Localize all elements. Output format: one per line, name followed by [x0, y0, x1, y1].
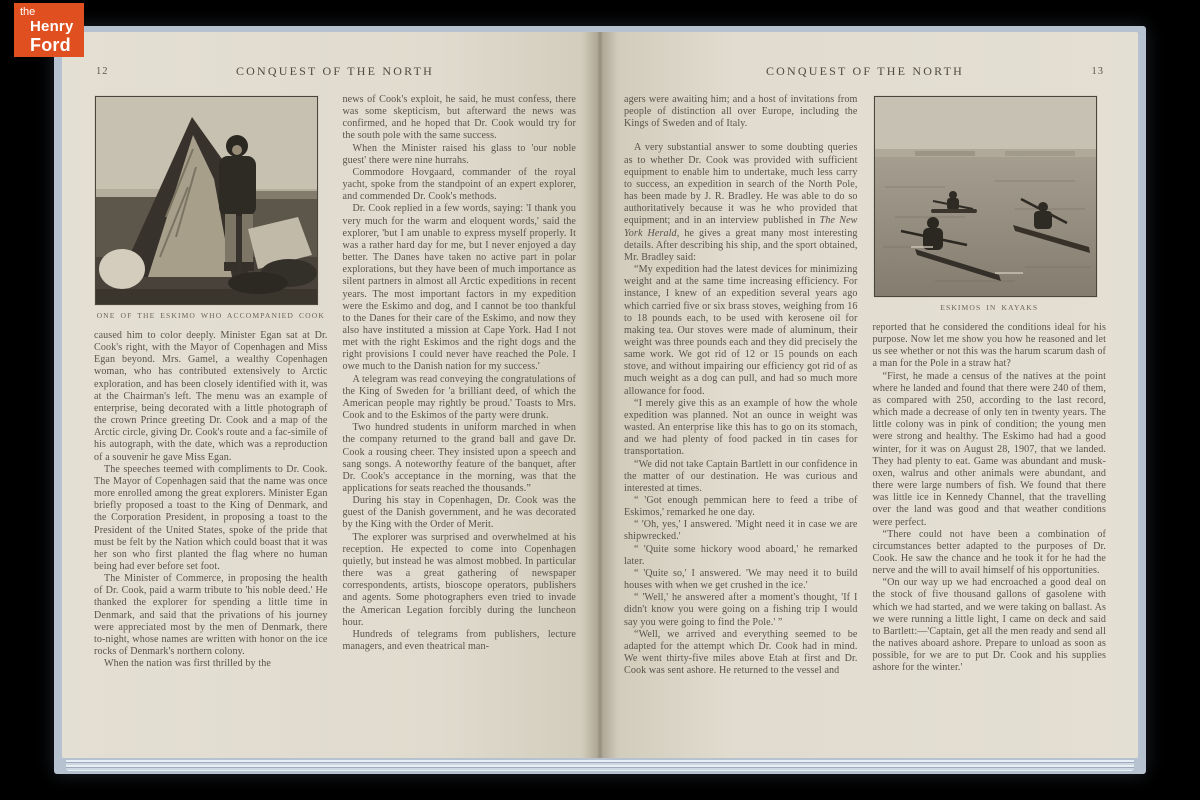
paragraph: “Well, we arrived and everything seemed to be adapted for the attempt which Dr. Cook had in mind. We went thirty-five miles above Etah at first and Dr. Cook was sent ashore. He returned to the vessel and: [624, 628, 858, 677]
paragraph: When the Minister raised his glass to 'our noble guest' there were nine hurrahs.: [342, 142, 576, 166]
paragraph: When the nation was first thrilled by the: [104, 658, 271, 670]
paragraph: “ 'Oh, yes,' I answered. 'Might need it in case we are shipwrecked.': [624, 519, 858, 543]
paragraph: reported that he considered the conditions ideal for his purpose. Now let me show you how he reasoned and let us see whether or not this was the harum scarum dash of a man for the Pole in a straw hat?: [872, 322, 1106, 370]
paragraph: news of Cook's exploit, he said, he must confess, there was some skepticism, but afterward the news was confirmed, and he hoped that Dr. Cook would try for the south pole with the same success.: [342, 94, 576, 142]
paragraph: “There could not have been a combination of circumstances better adapted to the purposes of Dr. Cook. He saw the chance and he took it for he had the nerve and the will to avail himself of his opportunities.: [872, 528, 1106, 577]
paragraph: Commodore Hovgaard, commander of the royal yacht, spoke from the standpoint of an expert explorer, and commended Dr. Cook's methods.: [342, 166, 576, 203]
right-page-column-2: [873, 94, 1107, 677]
paragraph: “I merely give this as an example of how the whole expedition was planned. Not an ounce in weight was wasted. An enterprise like this has to go on its stomach, and we had plenty of food packed in tin cases for transportation.: [624, 397, 858, 458]
right-photo-caption: ESKIMOS IN KAYAKS: [940, 303, 1039, 312]
logo-text-henry: Henry: [30, 18, 74, 35]
right-page: [600, 32, 1138, 758]
paragraph: “ 'Well,' he answered after a moment's thought, 'If I didn't know you were going on a fishing trip I would say you were going to find the Pole.' ”: [624, 592, 858, 628]
paragraph: “On our way up we had encroached a good deal on the stock of five thousand gallons of gasolene with which we had started, and we were taking on ballast. As we were running a little light, I came on deck and said to Bartlett:—'Captain, get all the men ready and send all the natives aboard ashore. Prepare to unload as soon as possible, for we are to put Dr. Cook and his supplies ashore for the winter.': [872, 577, 1106, 674]
paragraph: During his stay in Copenhagen, Dr. Cook was the guest of the Danish government, and he was decorated by the King with the Order of Merit.: [342, 495, 576, 531]
paragraph-text: A very substantial answer to some doubting queries as to whether Dr. Cook was provided with sufficient equipment to enable him to undertake, much less carry to success, an expedition in search of the North Pole, has been made by J. R. Bradley. He was able to do so authoritatively because it was he who provided that equipment; and in an interview published in: [624, 142, 858, 227]
paragraph: agers were awaiting him; and a host of invitations from people of distinction all over Europe, including the Kings of Sweden and of Italy.: [624, 94, 858, 130]
left-page-column-2: [343, 94, 577, 670]
eskimo-photo-illustration: [95, 96, 318, 305]
paragraph: caused him to color deeply. Minister Egan sat at Dr. Cook's right, with the Mayor of Copenhagen and Miss Egan beyond. Mrs. Gamel, a wealthy Copenhagen woman, who has contributed extensively to Arctic exploration, and has been closely identified with it, was at the Chairman's left. The menu was an example of enterprise, being decorated with a little photograph of the crown Prince greeting Dr. Cook and a map of the Arctic circle, giving Dr. Cook's route and a fac-simile of his autograph, with the date, which was a reproduction of a souvenir he gave Miss Egan.: [94, 330, 328, 463]
paragraph: The Minister of Commerce, in proposing the health of Dr. Cook, paid a warm tribute to 'his noble deed.' He thanked the explorer for spending a little time in Denmark, and said that the privations of his journey were appreciated most by the men of Denmark, there to-night, whose names are written with honor on the ice rocks of Denmark's northern colony.: [94, 573, 328, 658]
left-page: [62, 32, 600, 758]
page-title-left: CONQUEST OF THE NORTH: [235, 64, 435, 78]
page-edges: [66, 760, 1134, 771]
right-page-column-1: [624, 94, 858, 677]
kayaks-photo: [874, 96, 1106, 297]
paragraph: “ 'Quite so,' I answered. 'We may need it to build houses with when we get crushed in the ice.': [624, 567, 858, 592]
paragraph: “We did not take Captain Bartlett in our confidence in the matter of our destination. He was curious and interested at times.: [624, 458, 858, 494]
paragraph: “ 'Quite some hickory wood aboard,' he remarked later.: [624, 543, 858, 567]
logo-text-the: the: [20, 6, 36, 18]
page-number-right: 13: [1091, 66, 1104, 77]
paragraph: “ 'Got enough pemmican here to feed a tribe of Eskimos,' remarked he one day.: [624, 495, 858, 519]
paragraph-text: , he gives a great many most interesting details. After describing his ship, and the sport obtained, Mr. Bradley said:: [624, 227, 858, 263]
logo-text-ford: Ford: [30, 35, 71, 55]
paragraph: “My expedition had the latest devices for minimizing weight and at the same time increasing efficiency. For instance, I knew of an expedition several years ago which carried five or six brass stoves, weighing from 16 to 18 pounds each, to be used with kerosene oil for making tea. Our stoves were made of aluminum, their weight was three pounds each and they did precisely the same work. We got rid of 12 or 15 pounds on each stove, and without impairing our efficiency got rid of as much weight as a dog can pull, and had so much more allowance for food.: [624, 264, 858, 397]
paragraph: A telegram was read conveying the congratulations of the King of Sweden for 'a brilliant deed, of which the American people may rightly be proud.' Toasts to Mrs. Cook and to the Eskimos of the party were drunk.: [342, 373, 576, 422]
paragraph: The speeches teemed with compliments to Dr. Cook. The Mayor of Copenhagen said that the name was once more enrolled among the great explorers. Minister Egan briefly proposed a toast to the King of Denmark, and the Corporation President, in proposing a toast to the President of the United States, spoke of the pride that must be felt by the Nation which could boast that it was her son who first planted the flag where no human being had ever before set foot.: [94, 463, 328, 572]
left-photo-caption: ONE OF THE ESKIMO WHO ACCOMPANIED COOK: [96, 311, 325, 320]
paragraph: Dr. Cook replied in a few words, saying: 'I thank you very much for the warm and eloquent words,' said the explorer, 'but I am unable to express myself properly. It was a rather hard day for me, but I never enjoyed a day better. The Danes have taken no active part in polar explorations, but they have been of much importance as silent partners in almost all Arctic expeditions in recent years. The most important factors in my expedition were the Eskimo and dog, and I cannot be too thankful to the Danes for their care of the Eskimo, and now they also have instituted a mission at Cape York. Had I not met with the right Eskimos and the right dogs and the right provisions I could never have reached the Pole. I owe much to the Danish nation for my success.': [342, 203, 576, 373]
paragraph: Two hundred students in uniform marched in when the company returned to the grand ball and gave Dr. Cook a rousing cheer. They insisted upon a speech and sang songs. A noteworthy feature of the banquet, after Dr. Cook's acceptance in the morning, was that the applications for seats reached the thousands.”: [342, 422, 576, 494]
paragraph: “First, he made a census of the natives at the point where he landed and found that there were 240 of them, as compared with 250, according to the last record, which made a decrease of only ten in twenty years. The little colony was in pink of condition; the young men were strong and healthy. The Eskimo had had a good winter, for it was on August 28, 1907, that we landed. They had plenty to eat. Game was abundant and musk-oxen, walrus and other animals were abundant, and there were large numbers of fish. We found that there was little ice in Kennedy Channel, that the travelling over the land was good and that weather conditions were perfect.: [872, 370, 1106, 528]
paragraph: The explorer was surprised and overwhelmed at his reception. He expected to come into Copenhagen quietly, but instead he was almost mobbed. In particular there was a great gathering of newspaper correspondents, artists, bioscope operators, publishers and agents. Some photographers even tried to invade the American Legation forcibly during the luncheon hour.: [342, 531, 576, 628]
book-spread: [54, 26, 1146, 774]
running-head-right: [624, 64, 1106, 82]
left-page-column-1: [94, 94, 328, 670]
page-title-right: CONQUEST OF THE NORTH: [765, 64, 965, 78]
kayaks-photo-illustration: [874, 96, 1097, 297]
paragraph: Hundreds of telegrams from publishers, lecture managers, and even theatrical man-: [342, 628, 576, 653]
italic-publication-name: The New York Herald: [624, 215, 858, 239]
eskimo-photo: [95, 96, 327, 305]
henry-ford-logo: [14, 3, 84, 57]
page-number-left: 12: [96, 66, 109, 77]
paragraph: [624, 142, 858, 264]
running-head-left: [94, 64, 576, 82]
